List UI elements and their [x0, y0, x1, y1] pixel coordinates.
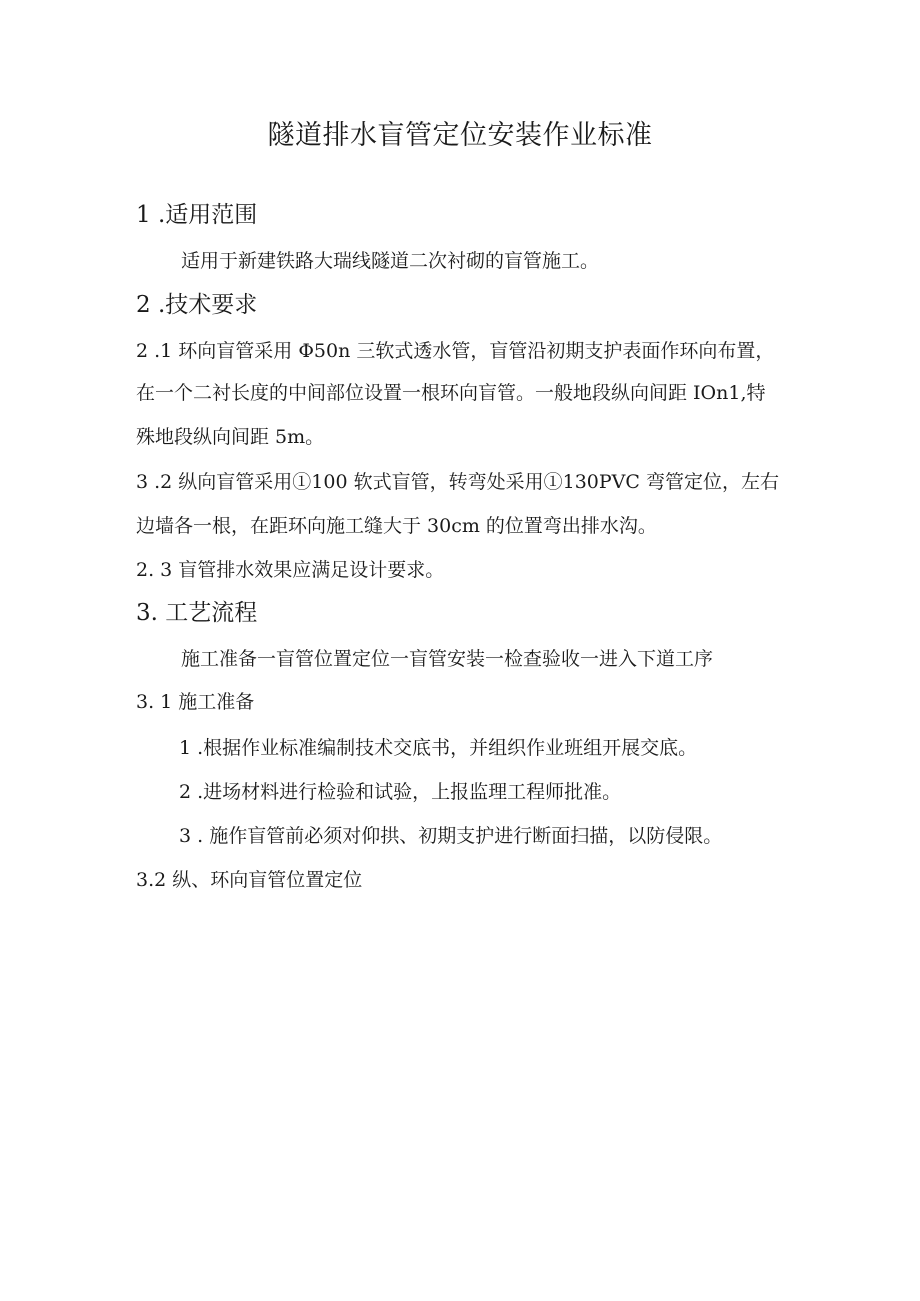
section-2-heading: 2 .技术要求: [136, 292, 258, 318]
section-3-1-item-1: 1 .根据作业标准编制技术交底书，并组织作业班组开展交底。: [179, 737, 698, 759]
section-3-heading: 3. 工艺流程: [136, 600, 258, 626]
section-1-heading: 1 .适用范围: [136, 202, 258, 228]
section-2-item-1-line-3: 殊地段纵向间距 5m。: [136, 426, 325, 448]
section-2-item-2-line-1: 3 .2 纵向盲管采用①100 软式盲管，转弯处采用①130PVC 弯管定位，左右: [136, 471, 779, 493]
section-2-item-1-line-2: 在一个二衬长度的中间部位设置一根环向盲管。一般地段纵向间距 IOn1,特: [136, 382, 766, 404]
section-2-item-3: 2. 3 盲管排水效果应满足设计要求。: [136, 559, 445, 581]
section-3-2-heading: 3.2 纵、环向盲管位置定位: [136, 869, 363, 891]
section-2-item-1-line-1: 2 .1 环向盲管采用 Φ50n 三软式透水管，盲管沿初期支护表面作环向布置，: [136, 340, 775, 362]
section-2-item-2-line-2: 边墙各一根，在距环向施工缝大于 30cm 的位置弯出排水沟。: [136, 515, 657, 537]
section-3-1-item-2: 2 .进场材料进行检验和试验，上报监理工程师批准。: [179, 781, 622, 803]
section-3-1-heading: 3. 1 施工准备: [136, 691, 255, 713]
document-title: 隧道排水盲管定位安装作业标准: [267, 120, 653, 151]
process-flow: 施工准备一盲管位置定位一盲管安装一检查验收一进入下道工序: [181, 648, 714, 670]
section-1-text: 适用于新建铁路大瑞线隧道二次衬砌的盲管施工。: [181, 250, 600, 272]
section-3-1-item-3: 3 . 施作盲管前必须对仰拱、初期支护进行断面扫描，以防侵限。: [179, 825, 723, 847]
